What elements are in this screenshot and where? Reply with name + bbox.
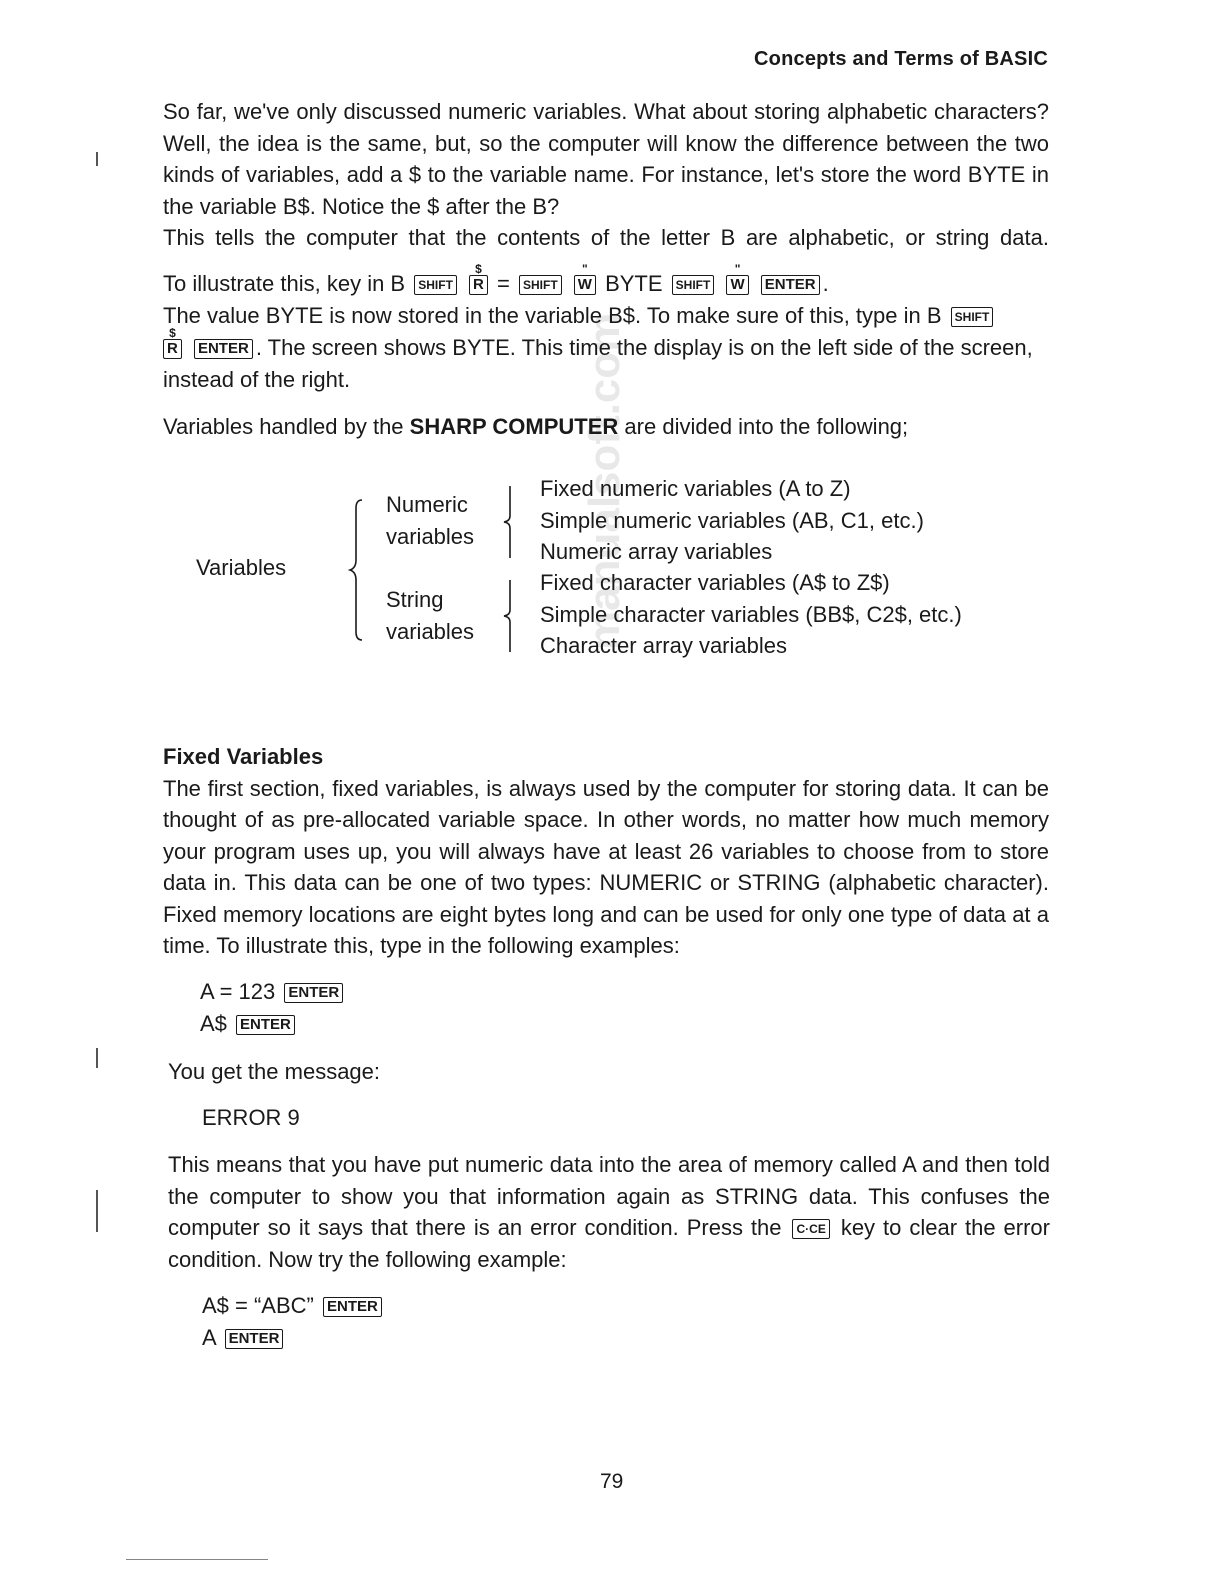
- label-line: variables: [386, 523, 475, 549]
- shift-key: SHIFT: [519, 275, 562, 295]
- command-line: A$ = “ABC”: [202, 1293, 314, 1318]
- error-message: ERROR 9: [202, 1105, 300, 1130]
- r-key: [469, 262, 488, 295]
- enter-key: ENTER: [284, 983, 343, 1003]
- sharp-computer-bold: SHARP COMPUTER: [409, 414, 619, 439]
- list-item: Character array variables: [540, 633, 787, 658]
- enter-key: ENTER: [323, 1297, 382, 1317]
- paragraph-text: key to clear the error condition. Now try the following example:: [168, 1215, 1050, 1272]
- margin-mark: [96, 1048, 98, 1068]
- paragraph-text: To illustrate this, key in B: [163, 271, 406, 296]
- command-line: A = 123: [200, 979, 276, 1004]
- message-intro: You get the message:: [168, 1059, 381, 1084]
- key-label: W: [730, 276, 745, 293]
- string-brace: [500, 578, 520, 654]
- page-number: 79: [600, 1470, 624, 1493]
- shift-key: SHIFT: [672, 275, 715, 295]
- paragraph-text: This tells the computer that the contents of the letter B are alphabetic, or string data.: [163, 225, 1049, 250]
- shift-key: SHIFT: [414, 275, 457, 295]
- paragraph-variables-intro: [163, 411, 1049, 443]
- outer-brace: [348, 498, 368, 642]
- dollar-label: $: [475, 262, 482, 276]
- w-key: [574, 262, 596, 295]
- equals-sign: =: [497, 271, 510, 296]
- paragraph-text: The value BYTE is now stored in the variable B$. To make sure of this, type in B: [163, 303, 942, 328]
- watermark: manualsoft.com: [580, 312, 629, 650]
- string-variables-label: [386, 584, 474, 647]
- list-item: Simple character variables (BB$, C2$, etc.): [540, 601, 962, 627]
- enter-key: ENTER: [225, 1329, 284, 1349]
- quote-label: ": [734, 262, 741, 276]
- fixed-variables-section: [163, 741, 1049, 962]
- page-header: Concepts and Terms of BASIC: [754, 48, 1048, 70]
- command-line: A: [202, 1325, 216, 1350]
- list-item: Numeric array variables: [540, 539, 773, 564]
- paragraph-text: . The screen shows BYTE. This time the display is on the left side of the screen, instead of the right.: [163, 335, 1033, 392]
- enter-key: ENTER: [236, 1015, 295, 1035]
- paragraph-text: The first section, fixed variables, is always used by the computer for storing data. It can be thought of as pre-allocated variable space. In other words, no matter how much memory your program uses up, you will always have at least 26 variables to choose from to store data in. This data can be one of two types: NUMERIC or STRING (alphabetic character). Fixed memory locations are eight bytes long and can be used for only one type of data at a time. To illustrate this, type in the following examples:: [163, 775, 1049, 958]
- example-block-1: [200, 976, 346, 1040]
- key-label: R: [473, 276, 484, 293]
- list-item: Fixed character variables (A$ to Z$): [540, 570, 890, 595]
- byte-word: BYTE: [605, 271, 663, 296]
- c-ce-key: C·CE: [792, 1219, 829, 1239]
- period: .: [822, 271, 829, 296]
- list-item: Fixed numeric variables (A to Z): [540, 476, 851, 501]
- label-line: Numeric: [386, 492, 468, 517]
- w-key: [726, 262, 748, 295]
- paragraph-error-explanation: [168, 1149, 1050, 1275]
- section-heading: Fixed Variables: [163, 744, 324, 769]
- list-item: Simple numeric variables (AB, C1, etc.): [540, 507, 924, 533]
- numeric-brace: [500, 484, 520, 560]
- shift-key: SHIFT: [951, 307, 994, 327]
- paragraph-text: are divided into the following;: [624, 414, 909, 439]
- enter-key: ENTER: [194, 339, 253, 359]
- paragraph-keying-example: [163, 262, 1049, 396]
- quote-label: ": [582, 262, 588, 276]
- margin-mark: [96, 152, 98, 166]
- command-line: A$: [200, 1011, 227, 1036]
- numeric-variables-label: [386, 489, 474, 552]
- margin-mark: [96, 1190, 98, 1232]
- label-line: String: [386, 587, 444, 612]
- tree-root-label: Variables: [196, 555, 287, 580]
- key-label: W: [577, 276, 592, 293]
- paragraph-string-intro: [163, 96, 1049, 254]
- paragraph-text: This means that you have put numeric data into the area of memory called A and then told the computer to show you that information again as STRING data. This confuses the computer so it says that there is an error condition. Press the: [168, 1152, 1050, 1240]
- dollar-label: $: [169, 326, 176, 340]
- paragraph-text: Variables handled by the: [163, 414, 404, 439]
- string-items: [540, 567, 962, 662]
- enter-key: ENTER: [761, 275, 820, 295]
- label-line: variables: [386, 618, 475, 644]
- numeric-items: [540, 473, 924, 568]
- example-block-2: [202, 1290, 385, 1354]
- key-label: R: [167, 340, 178, 357]
- footer-rule: [126, 1559, 268, 1560]
- paragraph-text: So far, we've only discussed numeric variables. What about storing alphabetic characters? Well, the idea is the same, but, so the computer will know the difference between the two kinds of variables, add a $ to the variable name. For instance, let's store the word BYTE in the variable B$. Notice the $ after the B?: [163, 99, 1049, 219]
- r-key: [163, 326, 182, 359]
